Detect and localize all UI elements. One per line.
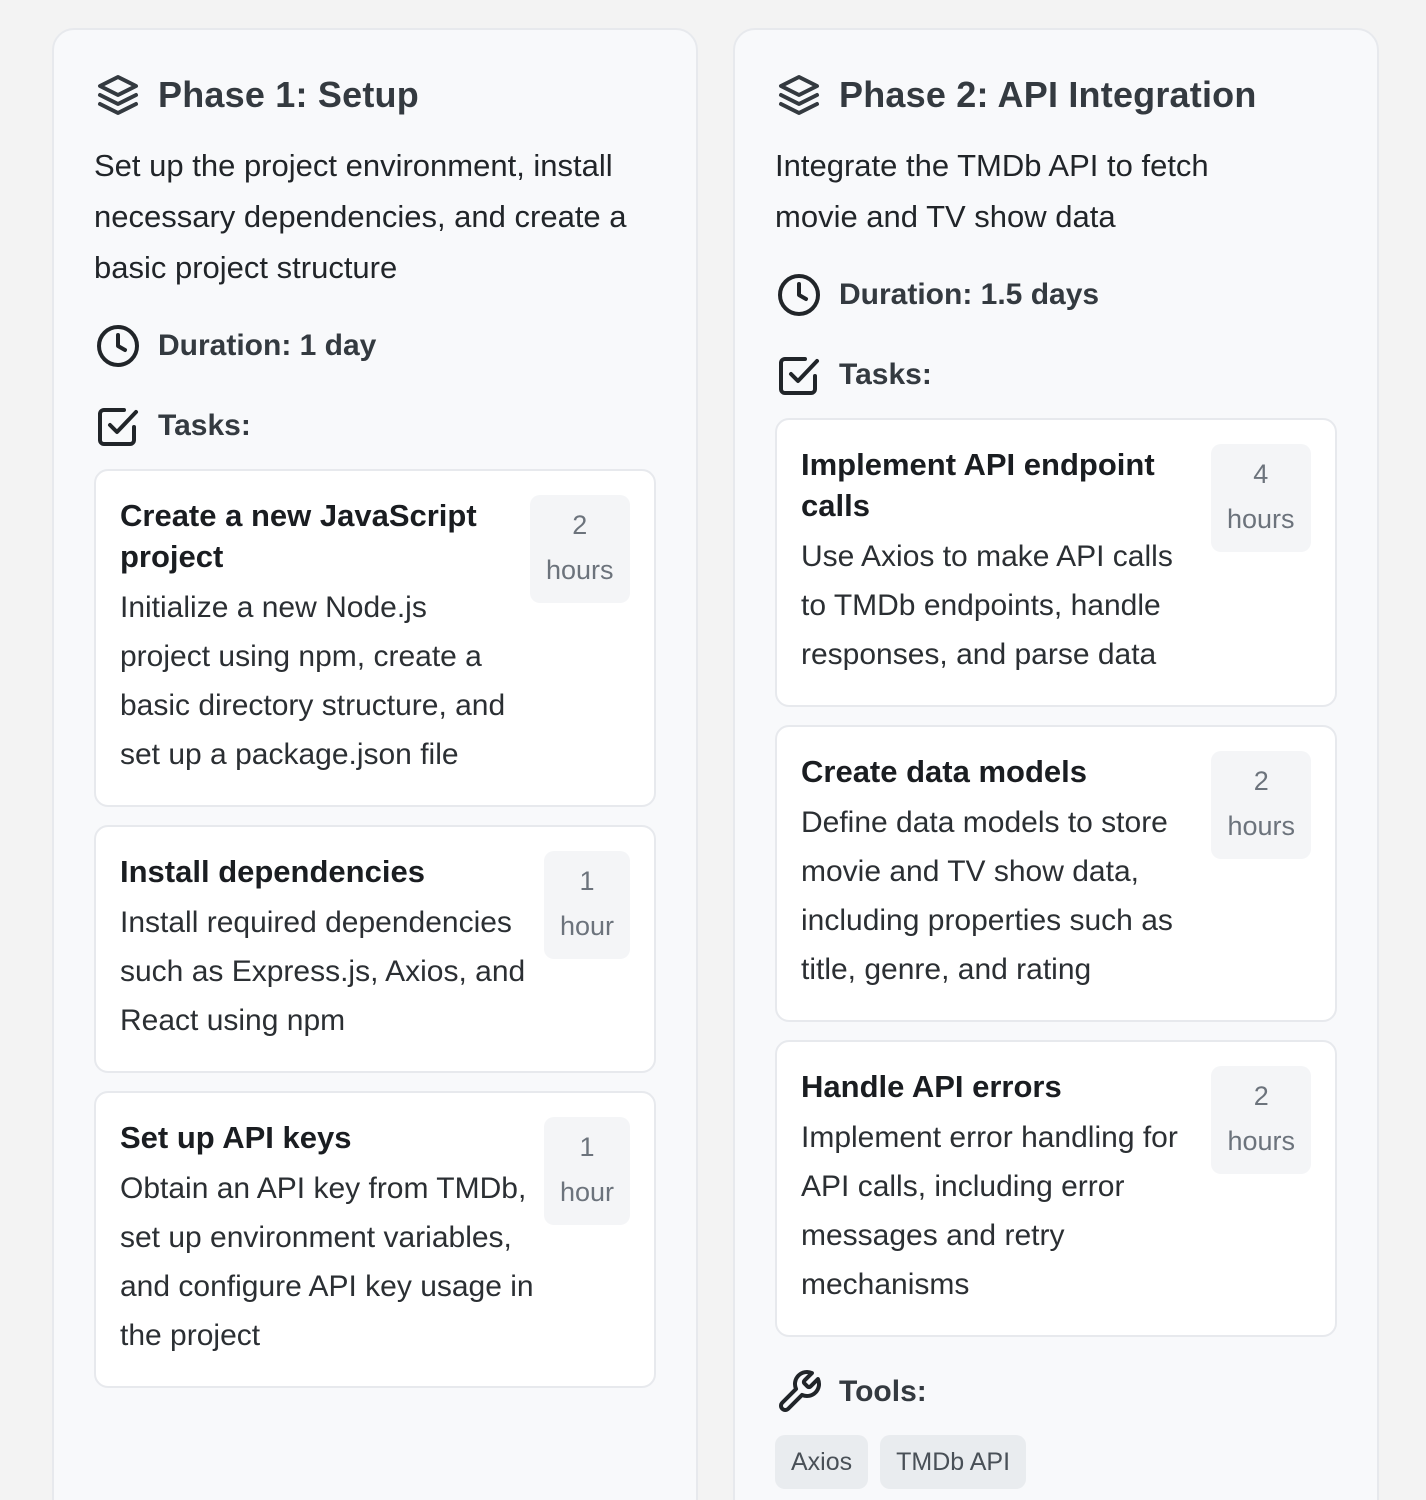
- task-card[interactable]: [775, 418, 1337, 707]
- task-title: Implement API endpoint calls: [801, 447, 1155, 523]
- task-card[interactable]: [94, 825, 656, 1073]
- estimate-value: 4: [1253, 459, 1269, 489]
- task-card[interactable]: [775, 1040, 1337, 1337]
- task-title: Create a new JavaScript project: [120, 498, 477, 574]
- task-description: Define data models to store movie and TV show data, including properties such as title, genre, and rating: [801, 806, 1173, 986]
- task-card[interactable]: [94, 1091, 656, 1388]
- task-description: Obtain an API key from TMDb, set up environment variables, and configure API key usage in the project: [120, 1172, 534, 1352]
- duration-text: Duration: 1 day: [158, 329, 377, 362]
- task-card[interactable]: [775, 725, 1337, 1022]
- phase-duration: [94, 321, 656, 371]
- estimate-value: 1: [579, 1132, 595, 1162]
- task-title: Create data models: [801, 754, 1087, 789]
- clock-icon: [775, 271, 823, 319]
- estimate-value: 2: [1253, 1081, 1269, 1111]
- task-description: Initialize a new Node.js project using npm, create a basic directory structure, and set up a package.json file: [120, 591, 506, 771]
- tasks-heading: [775, 350, 1337, 400]
- task-card[interactable]: [94, 469, 656, 807]
- task-list: [94, 469, 656, 1388]
- layers-icon: [94, 71, 142, 119]
- checkbox-icon: [94, 402, 142, 450]
- time-estimate-badge: [1211, 444, 1311, 552]
- phase-card-api-integration: [733, 28, 1379, 1500]
- estimate-unit: hours: [1227, 1126, 1295, 1156]
- estimate-unit: hours: [1227, 811, 1295, 841]
- estimate-unit: hour: [559, 911, 614, 941]
- tool-tags: [775, 1435, 1337, 1489]
- time-estimate-badge: [544, 1117, 630, 1225]
- task-description: Install required dependencies such as Express.js, Axios, and React using npm: [120, 906, 526, 1037]
- clock-icon: [94, 322, 142, 370]
- phase-description: Set up the project environment, install necessary dependencies, and create a basic project structure: [94, 148, 627, 285]
- tool-tag: TMDb API: [880, 1435, 1026, 1489]
- task-description: Use Axios to make API calls to TMDb endpoints, handle responses, and parse data: [801, 540, 1173, 671]
- phase-title: Phase 1: Setup: [158, 74, 419, 115]
- phase-header: [775, 70, 1337, 120]
- task-description: Implement error handling for API calls, including error messages and retry mechanisms: [801, 1121, 1178, 1301]
- estimate-unit: hour: [559, 1177, 614, 1207]
- task-title: Install dependencies: [120, 854, 425, 889]
- task-title: Set up API keys: [120, 1120, 352, 1155]
- time-estimate-badge: [1211, 1066, 1311, 1174]
- task-list: [775, 418, 1337, 1337]
- estimate-value: 1: [579, 866, 595, 896]
- tasks-label: Tasks:: [158, 409, 251, 442]
- duration-text: Duration: 1.5 days: [839, 278, 1100, 311]
- tasks-label: Tasks:: [839, 358, 932, 391]
- layers-icon: [775, 71, 823, 119]
- tools-heading: [775, 1367, 1337, 1417]
- checkbox-icon: [775, 351, 823, 399]
- estimate-unit: hours: [1227, 504, 1295, 534]
- time-estimate-badge: [544, 851, 630, 959]
- estimate-unit: hours: [546, 555, 614, 585]
- tools-label: Tools:: [839, 1375, 927, 1408]
- tool-tag: Axios: [775, 1435, 868, 1489]
- task-title: Handle API errors: [801, 1069, 1062, 1104]
- estimate-value: 2: [1253, 766, 1269, 796]
- estimate-value: 2: [572, 510, 588, 540]
- wrench-icon: [775, 1368, 823, 1416]
- phase-duration: [775, 270, 1337, 320]
- phase-card-setup: [52, 28, 698, 1500]
- phase-description: Integrate the TMDb API to fetch movie and TV show data: [775, 148, 1209, 234]
- time-estimate-badge: [1211, 751, 1311, 859]
- tasks-heading: [94, 401, 656, 451]
- phase-header: [94, 70, 656, 120]
- phase-title: Phase 2: API Integration: [839, 74, 1257, 115]
- time-estimate-badge: [530, 495, 630, 603]
